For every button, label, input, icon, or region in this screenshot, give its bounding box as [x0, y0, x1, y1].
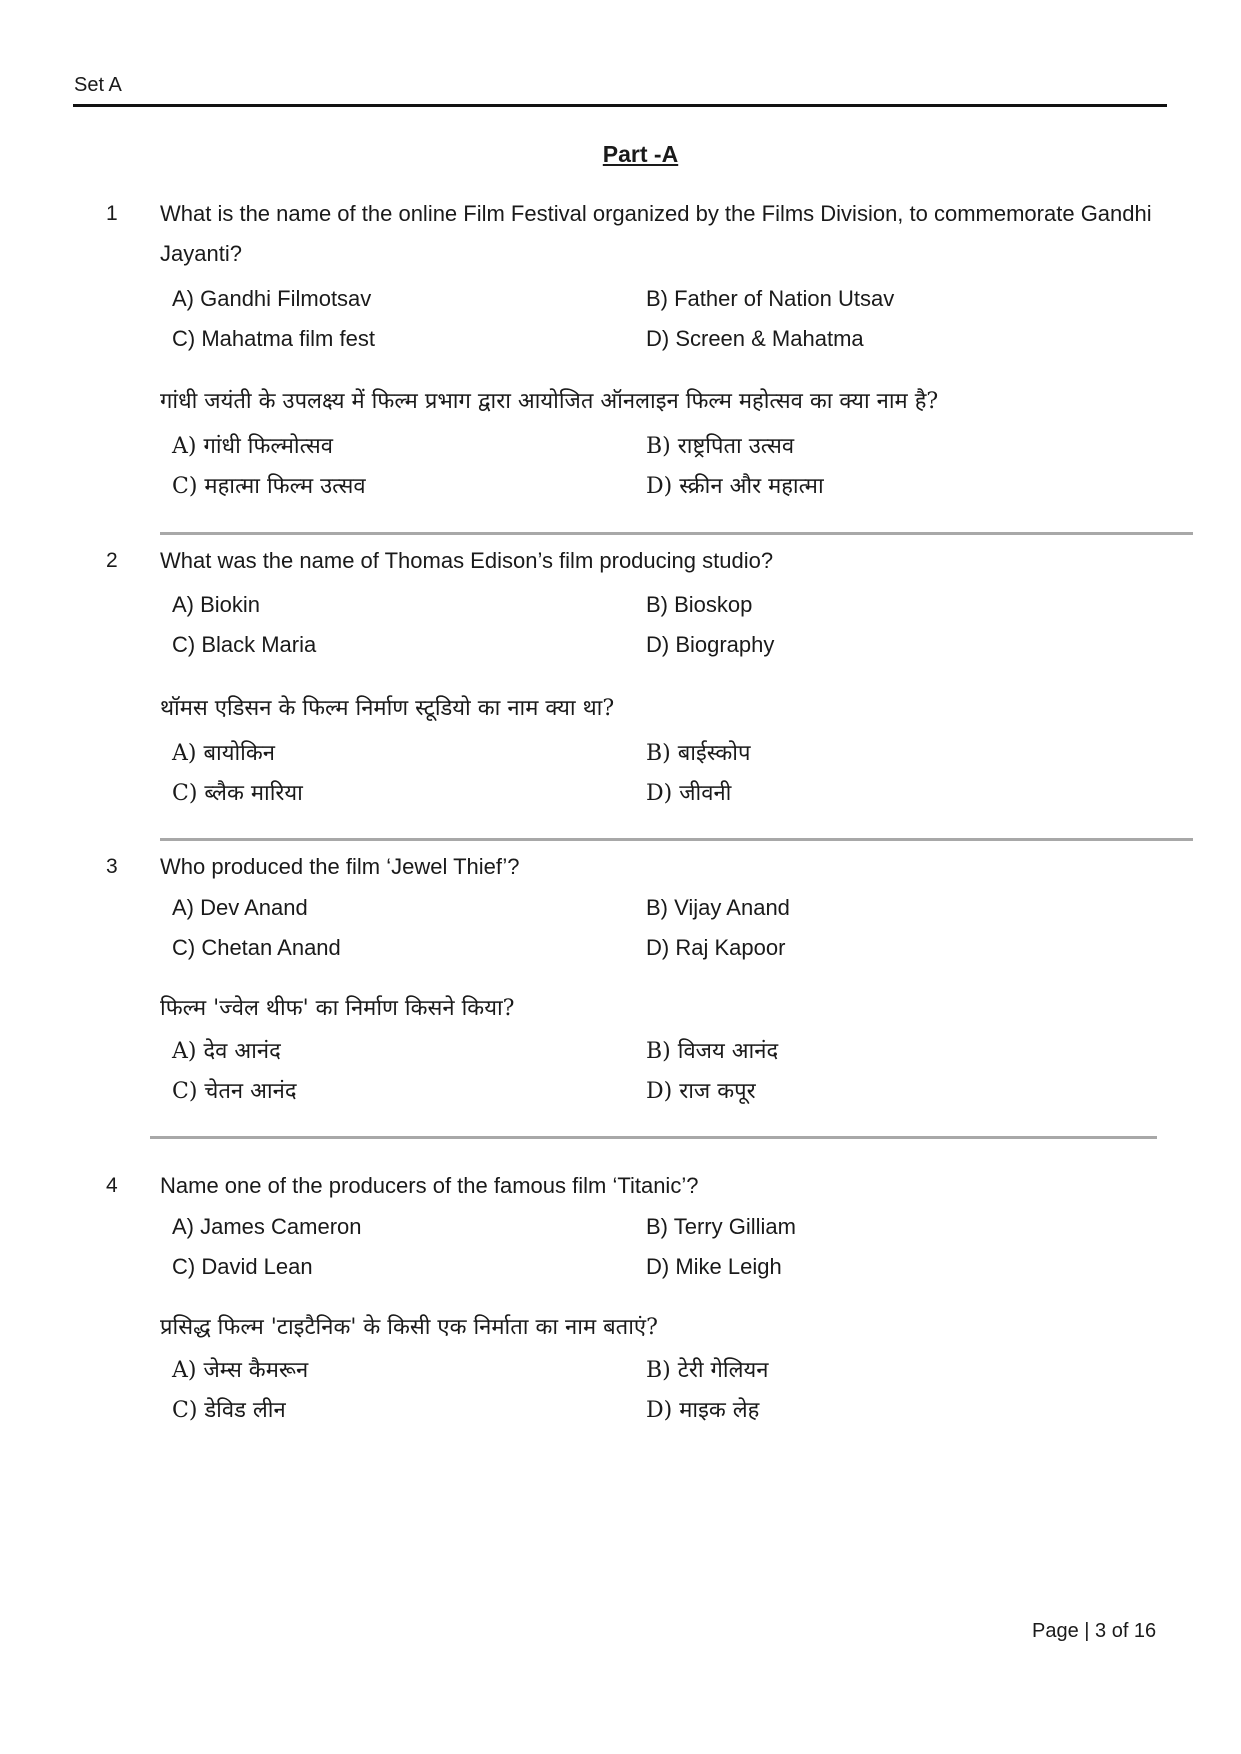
part-title-text: Part -A [602, 141, 679, 167]
option-a-hi: A) देव आनंद [172, 1039, 281, 1064]
option-d-en: D) Mike Leigh [646, 1254, 782, 1279]
option-c-en: C) Black Maria [172, 632, 317, 657]
question-divider [160, 532, 1193, 535]
question-text-en: What was the name of Thomas Edison’s film producing studio? [160, 548, 774, 573]
option-c-en: C) Chetan Anand [172, 935, 341, 960]
question-text-hi: फिल्म 'ज्वेल थीफ' का निर्माण किसने किया? [160, 996, 515, 1021]
option-b-hi: B) टेरी गेलियन [646, 1358, 769, 1383]
option-d-hi: D) राज कपूर [646, 1079, 756, 1104]
question-text-hi: प्रसिद्ध फिल्म 'टाइटैनिक' के किसी एक निर्माता का नाम बताएं? [160, 1315, 658, 1340]
option-c-hi: C) चेतन आनंद [172, 1079, 297, 1104]
option-b-en: B) Vijay Anand [646, 895, 790, 920]
option-b-hi: B) बाईस्कोप [646, 741, 751, 766]
part-title [0, 141, 1241, 168]
option-c-hi: C) महात्मा फिल्म उत्सव [172, 474, 366, 499]
option-a-en: A) James Cameron [172, 1214, 362, 1239]
question-number: 3 [106, 855, 118, 878]
question-divider [160, 838, 1193, 841]
option-d-en: D) Raj Kapoor [646, 935, 786, 960]
set-label: Set A [74, 74, 122, 96]
option-b-hi: B) विजय आनंद [646, 1039, 779, 1064]
header-rule [73, 104, 1167, 107]
option-a-hi: A) जेम्स कैमरून [172, 1358, 309, 1383]
option-a-en: A) Biokin [172, 592, 261, 617]
question-text-en: What is the name of the online Film Festival organized by the Films Division, to commemorate Gandhi Jayanti? [160, 201, 1152, 266]
option-b-en: B) Father of Nation Utsav [646, 286, 895, 311]
option-a-hi: A) बायोकिन [172, 741, 275, 766]
question-text-en: Name one of the producers of the famous film ‘Titanic’? [160, 1173, 699, 1198]
question-divider [150, 1136, 1157, 1139]
option-a-en: A) Gandhi Filmotsav [172, 286, 372, 311]
option-d-en: D) Biography [646, 632, 775, 657]
question-number: 4 [106, 1174, 118, 1197]
option-c-en: C) David Lean [172, 1254, 313, 1279]
question-number: 2 [106, 549, 118, 572]
option-b-en: B) Bioskop [646, 592, 753, 617]
question-text-hi: गांधी जयंती के उपलक्ष्य में फिल्म प्रभाग द्वारा आयोजित ऑनलाइन फिल्म महोत्सव का क्या नाम है? [160, 389, 939, 414]
option-d-en: D) Screen & Mahatma [646, 326, 864, 351]
page-number: Page | 3 of 16 [1032, 1620, 1157, 1642]
option-c-hi: C) ब्लैक मारिया [172, 781, 303, 806]
option-b-hi: B) राष्ट्रपिता उत्सव [646, 434, 795, 459]
question-number: 1 [106, 202, 118, 225]
option-c-en: C) Mahatma film fest [172, 326, 375, 351]
question-text-en: Who produced the film ‘Jewel Thief’? [160, 854, 520, 879]
option-b-en: B) Terry Gilliam [646, 1214, 796, 1239]
option-a-en: A) Dev Anand [172, 895, 308, 920]
option-c-hi: C) डेविड लीन [172, 1398, 286, 1423]
option-d-hi: D) जीवनी [646, 781, 732, 806]
option-d-hi: D) माइक लेह [646, 1398, 760, 1423]
option-d-hi: D) स्क्रीन और महात्मा [646, 474, 824, 499]
question-text-hi: थॉमस एडिसन के फिल्म निर्माण स्टूडियो का नाम क्या था? [160, 696, 615, 721]
option-a-hi: A) गांधी फिल्मोत्सव [172, 434, 334, 459]
